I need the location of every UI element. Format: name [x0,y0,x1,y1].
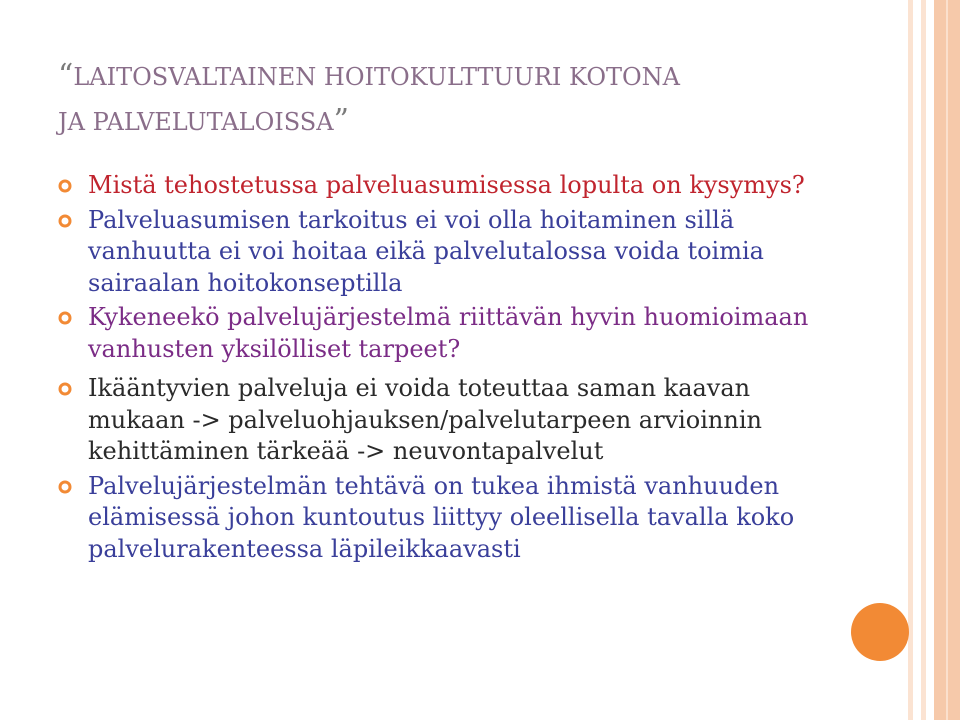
bullet-item [58,170,838,202]
decorative-stripe [921,0,926,720]
bullet-list [58,170,838,573]
bullet-text: Palveluasumisen tarkoitus ei voi olla hoitaminen sillä vanhuutta ei voi hoitaa eikä palvelutalossa voida toimia sairaalan hoitokonseptilla [88,205,764,297]
ring-bullet-icon [58,480,72,494]
decorative-stripe [946,0,948,720]
bullet-text: Ikääntyvien palveluja ei voida toteuttaa saman kaavan mukaan -> palveluohjauksen/palvelutarpeen arvioinnin kehittäminen tärkeää -> neuvontapalvelut [88,374,762,465]
slide-title [58,54,878,144]
bullet-item [58,205,838,300]
bullet-text: Palvelujärjestelmän tehtävä on tukea ihmistä vanhuuden elämisessä johon kuntoutus liittyy oleellisella tavalla koko palvelurakenteessa läpileikkaavasti [88,471,795,563]
bullet-item [58,302,838,365]
title-close-quote: ” [333,103,349,138]
ring-bullet-icon [58,214,72,228]
ring-bullet-icon [58,382,72,396]
accent-dot [851,603,909,661]
bullet-item [58,373,838,468]
bullet-text: Kykeneekö palvelujärjestelmä riittävän hyvin huomioimaan vanhusten yksilölliset tarpeet? [88,303,809,363]
bullet-text: Mistä tehostetussa palveluasumisessa lopulta on kysymys? [88,171,805,199]
bullet-item [58,471,838,566]
title-line-1 [58,54,878,99]
title-open-quote: “ [58,58,74,93]
ring-bullet-icon [58,179,72,193]
ring-bullet-icon [58,311,72,325]
title-line-2-text: JA PALVELUTALOISSA [58,108,334,136]
title-line-2 [58,99,878,144]
title-line-1-text: LAITOSVALTAINEN HOITOKULTTUURI KOTONA [73,63,681,91]
decorative-stripe [908,0,913,720]
